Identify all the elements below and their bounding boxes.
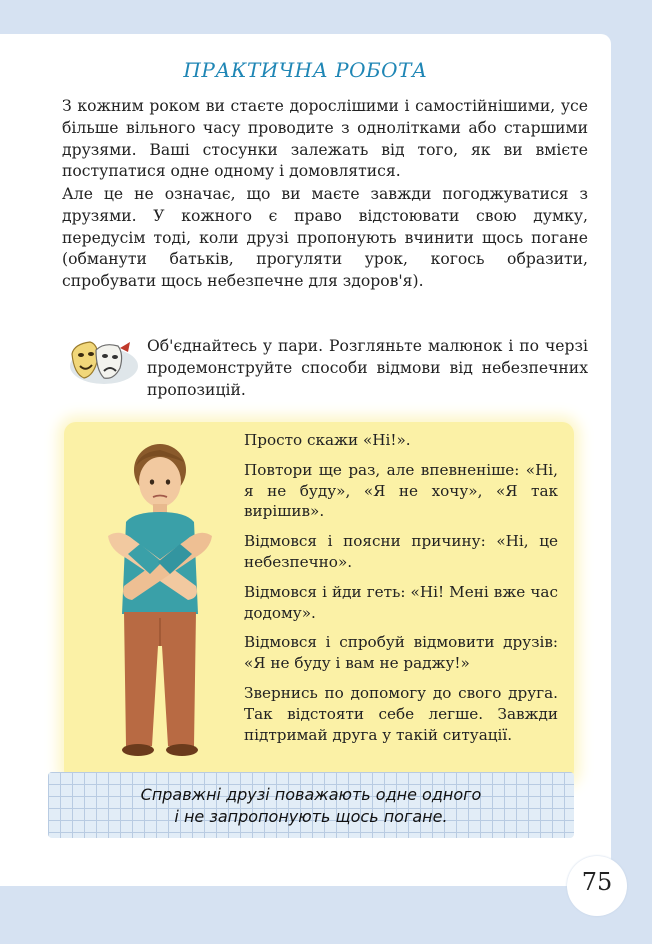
- boy-crossed-arms-illustration: [100, 436, 220, 766]
- tip-item: Відмовся і поясни причину: «Ні, це небезпечно».: [244, 532, 558, 571]
- intro-paragraph-2: Але це не означає, що ви маєте завжди погоджуватися з друзями. У кожного є право відстоювати свою думку, передусім тоді, коли друзі пропонують вчинити щось погане (обманути батьків, прогуляти урок, когось образити, спробувати щось небезпечне для здоров'я).: [62, 185, 588, 291]
- page-title: ПРАКТИЧНА РОБОТА: [183, 58, 428, 82]
- tip-item: Відмовся і йди геть: «Ні! Мені вже час додому».: [244, 582, 558, 622]
- footer-line-1: Справжні друзі поважають одне одного: [140, 785, 482, 804]
- textbook-page: [0, 34, 611, 886]
- theater-masks-icon: [64, 336, 138, 388]
- refusal-tips-list: [244, 430, 558, 754]
- tip-item: Відмовся і спробуй відмовити друзів: «Я не буду і вам не раджу!»: [244, 633, 558, 673]
- footer-motto: [48, 784, 574, 828]
- refusal-tips-panel: [64, 422, 574, 782]
- tip-item: Повтори ще раз, але впевненіше: «Ні, я не буду», «Я не хочу», «Я так вирішив».: [244, 460, 558, 521]
- tip-item: Звернись по допомогу до свого друга. Так відстояти себе легше. Завжди підтримай друга у такій ситуації.: [244, 683, 558, 744]
- intro-paragraph-1: З кожним роком ви стаєте дорослішими і самостійнішими, усе більше вільного часу проводите з однолітками або старшими друзями. Ваші стосунки залежать від того, як ви вмієте поступатися одне одному і домовлятися.: [62, 97, 588, 181]
- page-number: 75: [581, 868, 613, 896]
- footer-line-2: і не запропонують щось погане.: [174, 807, 448, 826]
- tip-item: Просто скажи «Ні!».: [244, 431, 411, 449]
- task-instruction: Об'єднайтесь у пари. Розгляньте малюнок і по черзі продемонструйте способи відмови від небезпечних пропозицій.: [147, 337, 588, 399]
